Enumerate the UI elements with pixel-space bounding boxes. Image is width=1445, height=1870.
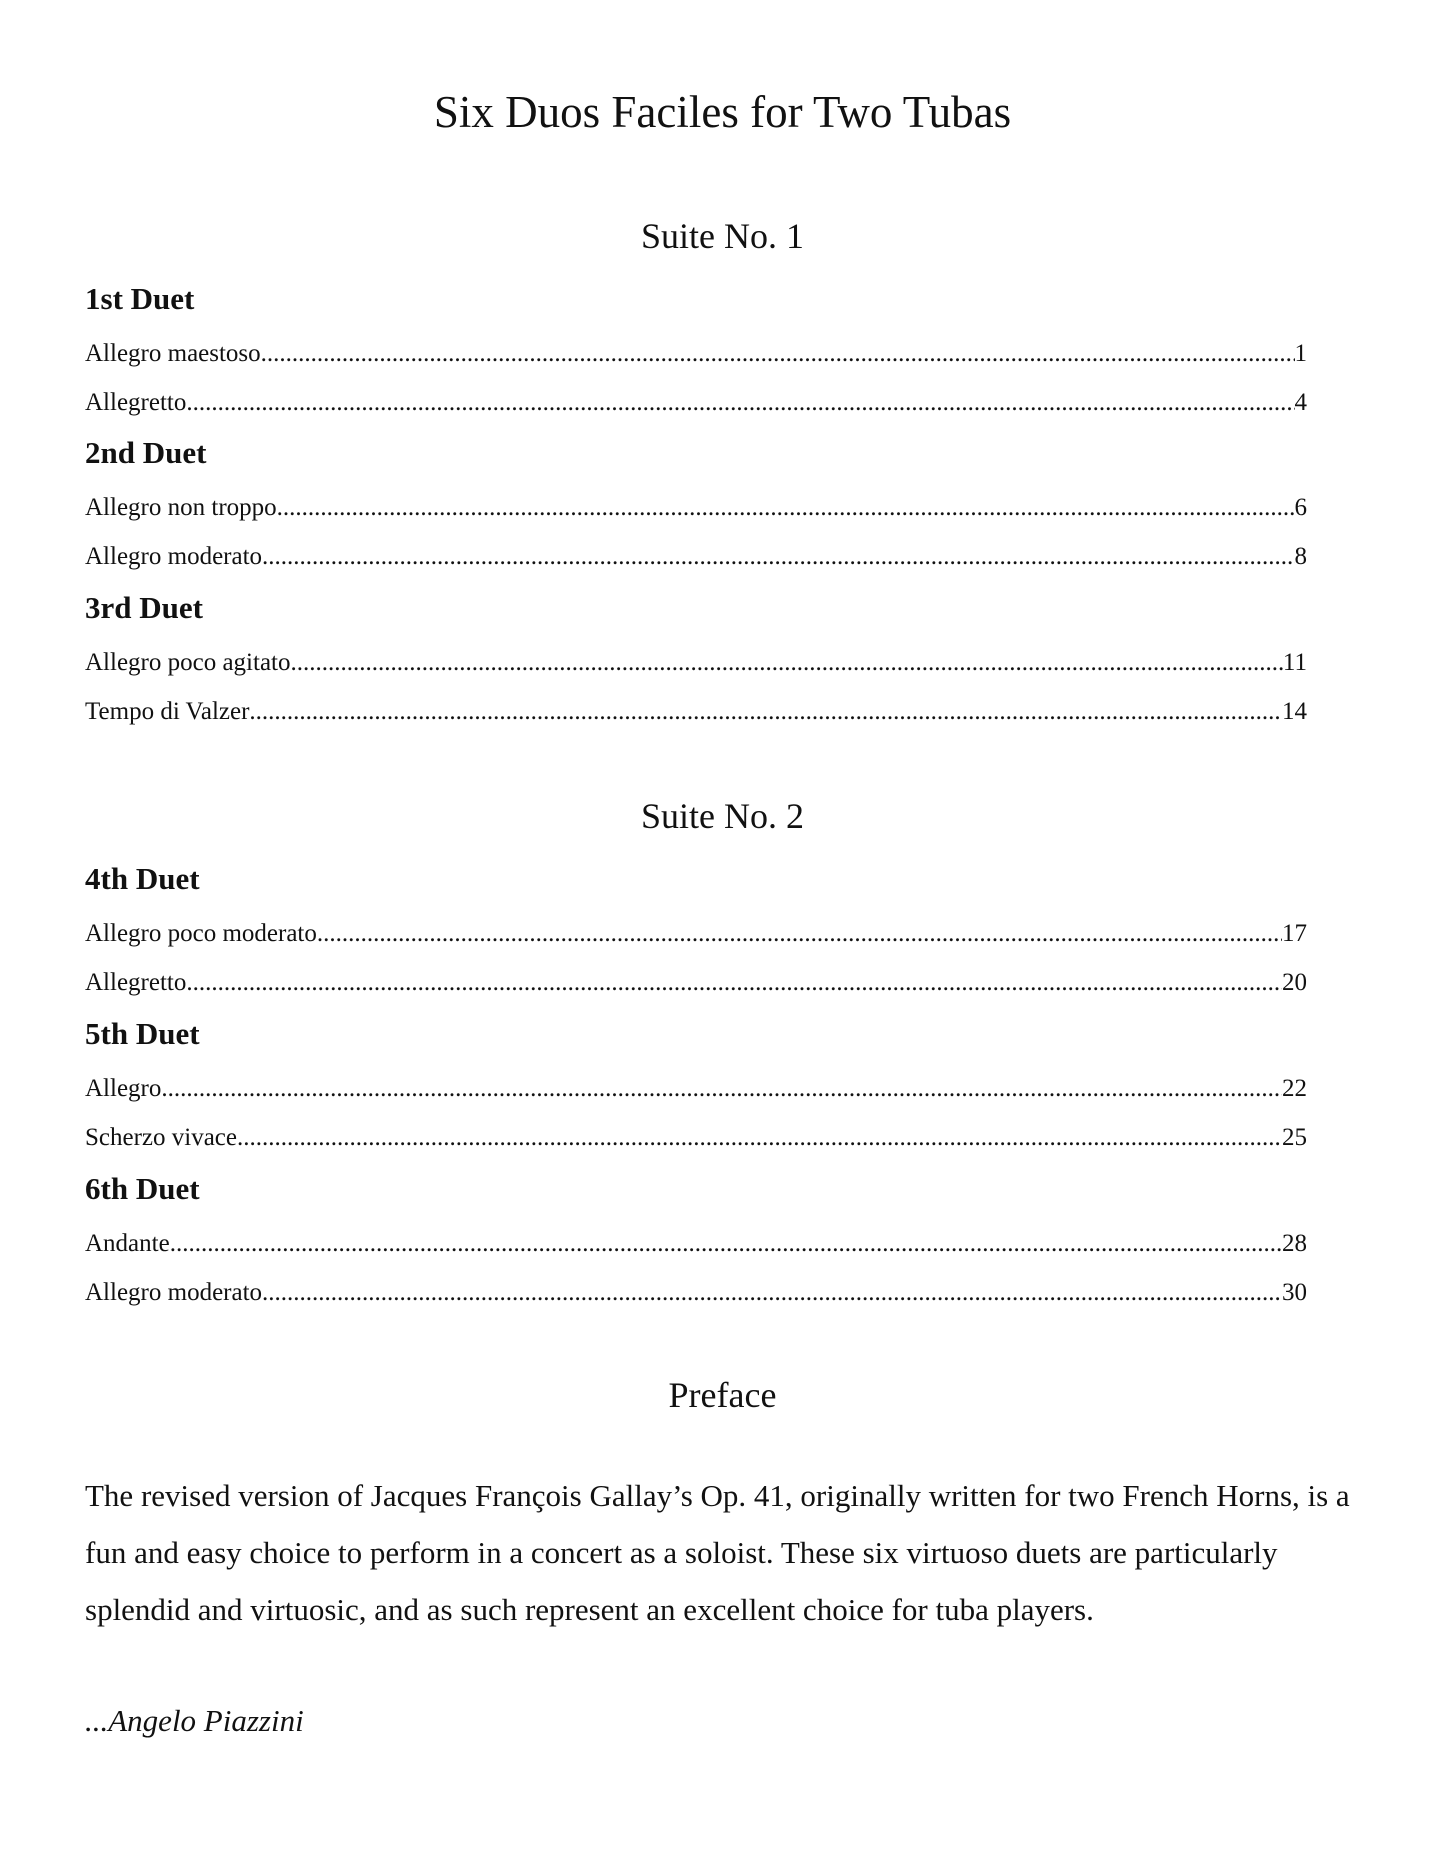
dot-leader [161,1073,1282,1105]
dot-leader [317,918,1282,950]
page-number: 8 [1294,543,1307,570]
dot-leader [262,541,1294,573]
toc-entry [85,387,1307,419]
toc-entry [85,492,1307,524]
toc-entry [85,1073,1307,1105]
movement-name: Allegro maestoso [85,340,261,367]
movement-name: Allegretto [85,389,187,416]
toc-entry [85,1122,1307,1154]
duet-heading: 6th Duet [85,1171,200,1206]
page-number: 30 [1282,1279,1307,1306]
suite-title: Suite No. 2 [640,796,804,836]
page-number: 28 [1282,1230,1307,1257]
duet-heading: 1st Duet [85,281,195,316]
dot-leader [237,1122,1282,1154]
dot-leader [262,1277,1282,1309]
movement-name: Allegro poco moderato [85,920,317,947]
dot-leader [291,647,1283,679]
page-number: 25 [1282,1124,1307,1151]
page-number: 1 [1294,340,1307,367]
page-number: 6 [1294,494,1307,521]
page-number: 22 [1282,1075,1307,1102]
movement-name: Allegro non troppo [85,494,277,521]
movement-name: Allegretto [85,969,187,996]
duet-heading: 4th Duet [85,861,200,896]
toc-entry [85,541,1307,573]
toc-entry [85,647,1307,679]
movement-name: Allegro poco agitato [85,649,291,676]
document-title: Six Duos Faciles for Two Tubas [433,87,1012,137]
page-number: 14 [1282,698,1307,725]
dot-leader [277,492,1295,524]
dot-leader [261,338,1295,370]
page-number: 17 [1282,920,1307,947]
movement-name: Allegro moderato [85,1279,263,1306]
duet-heading: 5th Duet [85,1016,200,1051]
dot-leader [186,387,1294,419]
toc-entry [85,967,1307,999]
toc-entry [85,696,1307,728]
toc-entry [85,1277,1307,1309]
toc-entry [85,918,1307,950]
page-number: 20 [1282,969,1307,996]
movement-name: Allegro moderato [85,543,263,570]
toc-entry [85,338,1307,370]
page-number: 11 [1282,649,1307,676]
movement-name: Tempo di Valzer [85,698,250,725]
dot-leader [186,967,1282,999]
movement-name: Scherzo vivace [85,1124,238,1151]
page-number: 4 [1294,389,1307,416]
preface-body: The revised version of Jacques François Gallay’s Op. 41, originally written for two French Horns, is a fun and easy choice to perform in a concert as a soloist. These six virtuoso duets are particularly splendid and virtuosic, and as such represent an excellent choice for tuba players. [85,1478,1350,1627]
preface-signature: ...Angelo Piazzini [85,1703,304,1738]
duet-heading: 3rd Duet [85,590,203,625]
suite-title: Suite No. 1 [640,216,804,256]
movement-name: Allegro [85,1075,162,1102]
duet-heading: 2nd Duet [85,435,207,470]
dot-leader [170,1228,1282,1260]
toc-entry [85,1228,1307,1260]
movement-name: Andante [85,1230,170,1257]
dot-leader [249,696,1282,728]
preface-title: Preface [668,1375,777,1415]
